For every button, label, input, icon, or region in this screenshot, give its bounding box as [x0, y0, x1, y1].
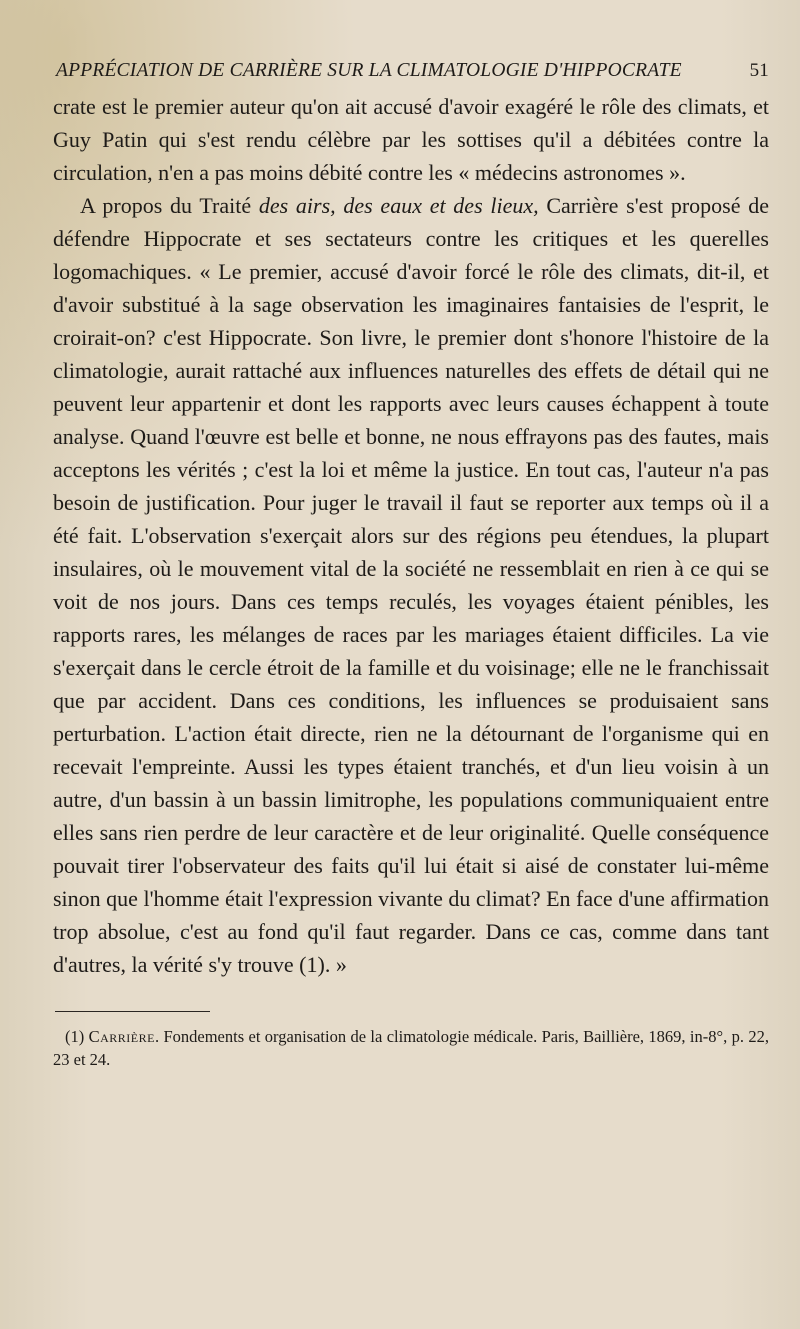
footnote [53, 1025, 769, 1071]
running-head [53, 60, 769, 82]
footnote-author: Carrière [88, 1027, 155, 1046]
footnote-marker: (1) [65, 1027, 89, 1046]
paragraph-2 [53, 189, 769, 981]
paragraph-2-rest: Carrière s'est proposé de défendre Hippocrate et ses sectateurs contre les critiques et les querelles logomachiques. « Le premier, accusé d'avoir forcé le rôle des climats, dit-il, et d'avoir substitué à la sage observation les imaginaires fantaisies de l'esprit, le croirait-on? c'est Hippocrate. Son livre, le premier dont s'honore l'histoire de la climatologie, aurait rattaché aux influences naturelles des effets de détail qui ne peuvent leur appartenir et dont les rapports avec leurs causes échappent à toute analyse. Quand l'œuvre est belle et bonne, ne nous effrayons pas des fautes, mais acceptons les vérités ; c'est la loi et même la justice. En tout cas, l'auteur n'a pas besoin de justification. Pour juger le travail il faut se reporter aux temps où il a été fait. L'observation s'exerçait alors sur des régions peu étendues, la plupart insulaires, où le mouvement vital de la société ne ressemblait en rien à ce qui se voit de nos jours. Dans ces temps reculés, les voyages étaient pénibles, les rapports rares, les mélanges de races par les mariages étaient difficiles. La vie s'exerçait dans le cercle étroit de la famille et du voisinage; elle ne le franchissait que par accident. Dans ces conditions, les influences se produisaient sans perturbation. L'action était directe, rien ne la détournant de l'organisme qui en recevait l'empreinte. Aussi les types étaient tranchés, et d'un lieu voisin à un autre, d'un bassin à un bassin limitrophe, les populations communiquaient entre elles sans rien perdre de leur caractère et de leur originalité. Quelle conséquence pouvait tirer l'observateur des faits qu'il lui était si aisé de constater lui-même sinon que l'homme était l'expression vivante du climat? En face d'une affirmation trop absolue, c'est au fond qu'il faut regarder. Dans ce cas, comme dans tant d'autres, la vérité s'y trouve (1). » [53, 193, 769, 977]
paragraph-1: crate est le premier auteur qu'on ait accusé d'avoir exagéré le rôle des climats, et Guy Patin qui s'est rendu célèbre par les sottises qu'il a débitées contre la circulation, n'en a pas moins débité contre les « médecins astronomes ». [53, 94, 769, 185]
paragraph-2-start: A propos du Traité [80, 193, 259, 218]
body-text [53, 90, 769, 981]
page-number: 51 [749, 60, 769, 81]
page [53, 60, 769, 1071]
footnote-text: . Fondements et organisation de la climatologie médicale. Paris, Baillière, 1869, in-8°, p. 22, 23 et 24. [53, 1027, 769, 1069]
running-title: APPRÉCIATION DE CARRIÈRE SUR LA CLIMATOLOGIE D'HIPPOCRATE [56, 60, 682, 81]
footnote-divider [55, 1011, 210, 1012]
treatise-title: des airs, des eaux et des lieux, [258, 193, 539, 218]
